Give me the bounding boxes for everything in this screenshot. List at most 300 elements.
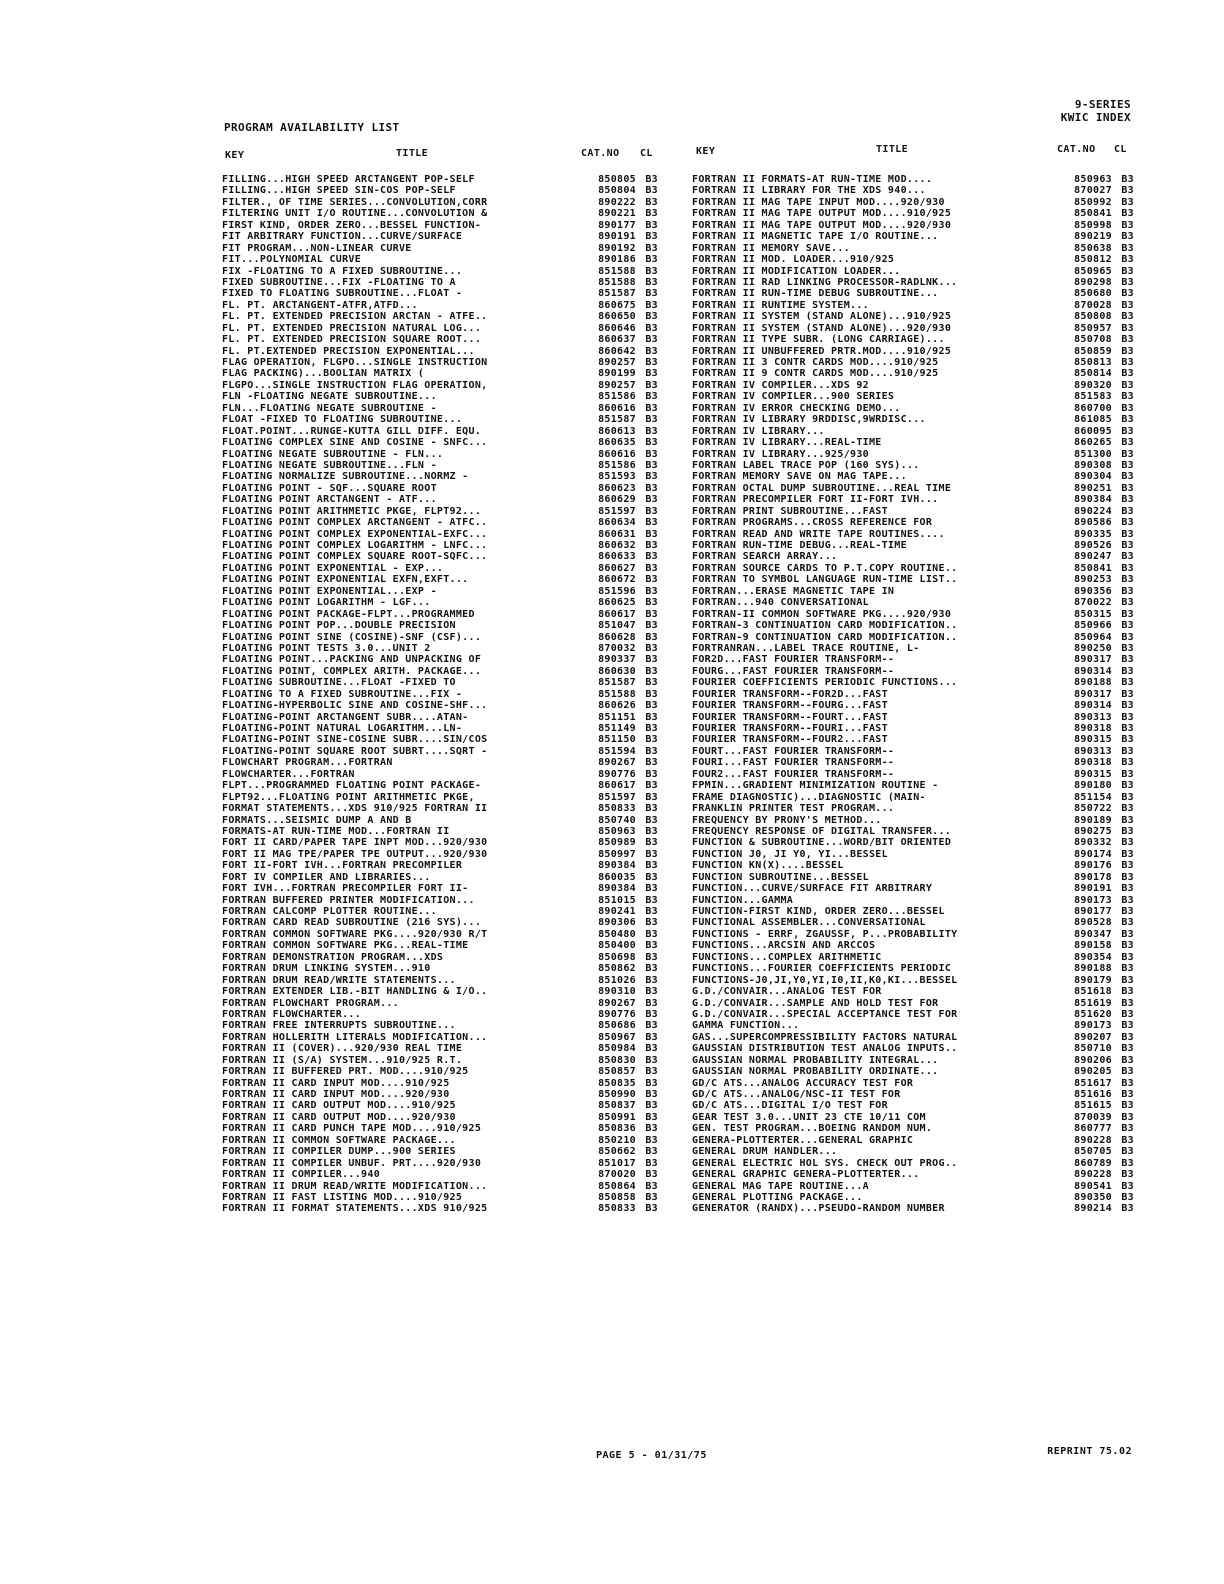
entry-catalog-number: 890267 (598, 757, 636, 769)
index-entry (222, 1100, 658, 1111)
index-entry (222, 929, 658, 940)
entry-class: B3 (1121, 357, 1134, 368)
entry-title: FLOATING POINT SINE (COSINE)-SNF (CSF)... (222, 631, 482, 643)
entry-class: B3 (1121, 871, 1134, 883)
index-entry (692, 563, 1134, 574)
entry-class: B3 (645, 711, 658, 723)
entry-catalog-number: 890528 (1074, 917, 1112, 929)
entry-class: B3 (1121, 528, 1134, 540)
entry-catalog-number: 851593 (598, 471, 636, 483)
entry-class: B3 (645, 700, 658, 712)
entry-title: FORTRAN II MODIFICATION LOADER... (692, 265, 901, 277)
index-entry (222, 403, 658, 414)
index-entry (692, 231, 1134, 242)
entry-class: B3 (1121, 688, 1134, 700)
index-entry (692, 288, 1134, 299)
entry-catalog-number: 890257 (598, 379, 636, 391)
entry-class: B3 (645, 848, 658, 860)
entry-catalog-number: 851150 (598, 734, 636, 746)
entry-class: B3 (645, 1134, 658, 1146)
entry-catalog-number: 851015 (598, 894, 636, 906)
index-entry (222, 883, 658, 894)
index-entry (222, 277, 658, 288)
entry-catalog-number: 890173 (1074, 1020, 1112, 1032)
index-entry (222, 1146, 658, 1157)
index-entry (692, 940, 1134, 951)
entry-title: FIT PROGRAM...NON-LINEAR CURVE (222, 242, 412, 254)
entry-title: FUNCTIONS-J0,JI,Y0,YI,I0,II,K0,KI...BESSEL (692, 974, 958, 986)
entry-title: FORTRAN-9 CONTINUATION CARD MODIFICATION.. (692, 631, 958, 643)
entry-catalog-number: 850705 (1074, 1146, 1112, 1158)
entry-class: B3 (645, 1100, 658, 1112)
entry-class: B3 (1121, 505, 1134, 517)
entry-catalog-number: 850662 (598, 1146, 636, 1158)
entry-catalog-number: 850864 (598, 1180, 636, 1192)
index-entry (692, 529, 1134, 540)
index-entry (692, 883, 1134, 894)
entry-title: FORTRAN SOURCE CARDS TO P.T.COPY ROUTINE.. (692, 562, 958, 574)
entry-title: FLPT...PROGRAMMED FLOATING POINT PACKAGE- (222, 780, 482, 792)
entry-title: FORTRAN OCTAL DUMP SUBROUTINE...REAL TIME (692, 482, 952, 494)
entry-title: FUNCTION KN(X)....BESSEL (692, 860, 844, 872)
left-title-header: TITLE (396, 148, 429, 159)
index-entry (222, 551, 658, 562)
entry-title: FLOWCHARTER...FORTRAN (222, 768, 355, 780)
index-entry (692, 792, 1134, 803)
index-entry (692, 311, 1134, 322)
entry-title: FIT ARBITRARY FUNCTION...CURVE/SURFACE (222, 231, 463, 243)
index-entry (222, 426, 658, 437)
entry-class: B3 (1121, 402, 1134, 414)
index-entry (222, 254, 658, 265)
entry-title: FORTRANRAN...LABEL TRACE ROUTINE, L- (692, 642, 920, 654)
index-entry (692, 243, 1134, 254)
index-entry (692, 1032, 1134, 1043)
entry-class: B3 (1121, 974, 1134, 986)
entry-title: FORTRAN-3 CONTINUATION CARD MODIFICATION.. (692, 620, 958, 632)
entry-class: B3 (1121, 1066, 1134, 1078)
index-entry (692, 174, 1134, 185)
entry-catalog-number: 851615 (1074, 1100, 1112, 1112)
entry-title: FUNCTIONS...FOURIER COEFFICIENTS PERIODIC (692, 963, 952, 975)
entry-catalog-number: 851619 (1074, 997, 1112, 1009)
entry-title: FORTRAN II CARD INPUT MOD....910/925 (222, 1077, 450, 1089)
entry-catalog-number: 851026 (598, 974, 636, 986)
entry-title: FLOATING POINT ARITHMETIC PKGE, FLPT92... (222, 505, 482, 517)
entry-catalog-number: 860637 (598, 334, 636, 346)
index-entry (692, 746, 1134, 757)
entry-title: FORTRAN DRUM LINKING SYSTEM...910 (222, 963, 431, 975)
index-entry (222, 792, 658, 803)
entry-class: B3 (1121, 848, 1134, 860)
entry-class: B3 (1121, 391, 1134, 403)
entry-catalog-number: 890304 (1074, 471, 1112, 483)
entry-class: B3 (645, 1203, 658, 1215)
entry-title: FOUR2...FAST FOURIER TRANSFORM-- (692, 768, 895, 780)
entry-title: FLAG PACKING)...BOOLIAN MATRIX ( (222, 368, 425, 380)
entry-class: B3 (1121, 608, 1134, 620)
entry-catalog-number: 870039 (1074, 1111, 1112, 1123)
entry-catalog-number: 851594 (598, 745, 636, 757)
index-entry (222, 471, 658, 482)
index-entry (222, 632, 658, 643)
entry-catalog-number: 851617 (1074, 1077, 1112, 1089)
entry-title: FORTRAN FLOWCHART PROGRAM... (222, 997, 399, 1009)
index-entry (692, 437, 1134, 448)
entry-title: FLOATING POINT PACKAGE-FLPT...PROGRAMMED (222, 608, 475, 620)
entry-title: FLOATING NORMALIZE SUBROUTINE...NORMZ - (222, 471, 469, 483)
entry-class: B3 (1121, 757, 1134, 769)
entry-class: B3 (1121, 311, 1134, 323)
index-entry (222, 803, 658, 814)
index-entry (692, 803, 1134, 814)
entry-catalog-number: 890776 (598, 768, 636, 780)
entry-catalog-number: 860035 (598, 871, 636, 883)
index-entry (222, 1032, 658, 1043)
entry-class: B3 (645, 1123, 658, 1135)
entry-title: FLOATING POINT POP...DOUBLE PRECISION (222, 620, 456, 632)
entry-class: B3 (645, 940, 658, 952)
entry-catalog-number: 890205 (1074, 1066, 1112, 1078)
entry-catalog-number: 850638 (1074, 242, 1112, 254)
index-entry (222, 849, 658, 860)
right-cl-header: CL (1114, 144, 1127, 155)
entry-title: FORTRAN PRECOMPILER FORT II-FORT IVH... (692, 494, 939, 506)
entry-title: FORTRAN DEMONSTRATION PROGRAM...XDS (222, 951, 444, 963)
index-entry (222, 1135, 658, 1146)
entry-title: FOURT...FAST FOURIER TRANSFORM-- (692, 745, 895, 757)
entry-class: B3 (645, 1031, 658, 1043)
entry-catalog-number: 890318 (1074, 757, 1112, 769)
index-entry (692, 998, 1134, 1009)
index-entry (222, 769, 658, 780)
entry-class: B3 (645, 642, 658, 654)
index-entry (222, 1009, 658, 1020)
entry-catalog-number: 860628 (598, 631, 636, 643)
entry-class: B3 (1121, 494, 1134, 506)
index-entry (222, 449, 658, 460)
entry-class: B3 (1121, 1031, 1134, 1043)
entry-class: B3 (645, 1054, 658, 1066)
entry-class: B3 (1121, 940, 1134, 952)
index-entry (222, 1192, 658, 1203)
entry-title: FORT II-FORT IVH...FORTRAN PRECOMPILER (222, 860, 463, 872)
entry-catalog-number: 890207 (1074, 1031, 1112, 1043)
entry-class: B3 (645, 1191, 658, 1203)
entry-class: B3 (1121, 597, 1134, 609)
index-entry (692, 917, 1134, 928)
entry-catalog-number: 860627 (598, 562, 636, 574)
index-entry (692, 197, 1134, 208)
entry-catalog-number: 890250 (1074, 642, 1112, 654)
entry-class: B3 (1121, 917, 1134, 929)
entry-class: B3 (645, 768, 658, 780)
entry-title: FLOATING NEGATE SUBROUTINE...FLN - (222, 459, 437, 471)
index-entry (692, 471, 1134, 482)
entry-title: FORTRAN II COMPILER...940 (222, 1169, 381, 1181)
index-entry (692, 1078, 1134, 1089)
entry-title: FORTRAN IV COMPILER...900 SERIES (692, 391, 895, 403)
index-entry (692, 620, 1134, 631)
entry-catalog-number: 870022 (1074, 597, 1112, 609)
entry-catalog-number: 850984 (598, 1043, 636, 1055)
entry-class: B3 (645, 505, 658, 517)
series-label: 9-SERIES (1074, 98, 1131, 111)
entry-title: FORTRAN II UNBUFFERED PRTR.MOD....910/925 (692, 345, 952, 357)
entry-catalog-number: 850837 (598, 1100, 636, 1112)
index-entry (692, 517, 1134, 528)
entry-title: FUNCTION...GAMMA (692, 894, 794, 906)
entry-catalog-number: 851588 (598, 276, 636, 288)
entry-catalog-number: 860789 (1074, 1157, 1112, 1169)
index-entry (692, 1089, 1134, 1100)
entry-title: FOURIER TRANSFORM--FOURG...FAST (692, 700, 888, 712)
index-entry (222, 1089, 658, 1100)
entry-catalog-number: 850830 (598, 1054, 636, 1066)
entry-catalog-number: 860634 (598, 517, 636, 529)
entry-title: FORTRAN II FORMAT STATEMENTS...XDS 910/925 (222, 1203, 488, 1215)
entry-title: GENERAL DRUM HANDLER... (692, 1146, 838, 1158)
entry-class: B3 (645, 906, 658, 917)
entry-class: B3 (1121, 963, 1134, 975)
entry-title: FORTRAN READ AND WRITE TAPE ROUTINES.... (692, 528, 945, 540)
entry-title: FORTRAN HOLLERITH LITERALS MODIFICATION... (222, 1031, 488, 1043)
entry-catalog-number: 890314 (1074, 700, 1112, 712)
entry-catalog-number: 860623 (598, 482, 636, 494)
index-entry (692, 266, 1134, 277)
entry-title: FLAG OPERATION, FLGPO...SINGLE INSTRUCTION (222, 357, 488, 368)
index-entry (222, 734, 658, 745)
entry-catalog-number: 890586 (1074, 517, 1112, 529)
entry-catalog-number: 870028 (1074, 299, 1112, 311)
index-entry (222, 689, 658, 700)
entry-catalog-number: 851586 (598, 391, 636, 403)
entry-catalog-number: 850841 (1074, 562, 1112, 574)
index-entry (222, 506, 658, 517)
entry-title: GEAR TEST 3.0...UNIT 23 CTE 10/11 COM (692, 1111, 926, 1123)
index-entry (692, 1192, 1134, 1203)
entry-catalog-number: 851300 (1074, 448, 1112, 460)
index-entry (692, 597, 1134, 608)
entry-class: B3 (1121, 631, 1134, 643)
entry-catalog-number: 890180 (1074, 780, 1112, 792)
index-entry (692, 1135, 1134, 1146)
entry-title: FORMATS-AT RUN-TIME MOD...FORTRAN II (222, 825, 450, 837)
entry-title: FORTRAN II CARD OUTPUT MOD....910/925 (222, 1100, 456, 1112)
entry-title: FLOATING-HYPERBOLIC SINE AND COSINE-SHF... (222, 700, 488, 712)
entry-catalog-number: 861085 (1074, 414, 1112, 426)
index-entry (222, 300, 658, 311)
index-entry (222, 586, 658, 597)
index-entry (222, 975, 658, 986)
entry-title: FORTRAN II COMPILER DUMP...900 SERIES (222, 1146, 456, 1158)
index-entry (692, 632, 1134, 643)
entry-title: GD/C ATS...ANALOG ACCURACY TEST FOR (692, 1077, 914, 1089)
entry-title: FORTRAN II MAG TAPE INPUT MOD....920/930 (692, 196, 945, 208)
entry-catalog-number: 890158 (1074, 940, 1112, 952)
entry-catalog-number: 890247 (1074, 551, 1112, 563)
entry-class: B3 (645, 1157, 658, 1169)
index-entry (692, 449, 1134, 460)
entry-title: FUNCTION & SUBROUTINE...WORD/BIT ORIENTED (692, 837, 952, 849)
index-entry (692, 300, 1134, 311)
entry-catalog-number: 890224 (1074, 505, 1112, 517)
entry-class: B3 (1121, 928, 1134, 940)
entry-catalog-number: 890384 (598, 883, 636, 895)
entry-catalog-number: 890176 (1074, 860, 1112, 872)
entry-title: FORTRAN CALCOMP PLOTTER ROUTINE... (222, 906, 437, 917)
entry-class: B3 (645, 528, 658, 540)
entry-catalog-number: 890313 (1074, 745, 1112, 757)
entry-class: B3 (645, 837, 658, 849)
entry-title: FOURG...FAST FOURIER TRANSFORM-- (692, 665, 895, 677)
entry-class: B3 (1121, 745, 1134, 757)
entry-catalog-number: 890347 (1074, 928, 1112, 940)
index-entry (222, 723, 658, 734)
entry-class: B3 (645, 677, 658, 689)
entry-title: FORTRAN IV LIBRARY...REAL-TIME (692, 437, 882, 449)
entry-title: FORTRAN II TYPE SUBR. (LONG CARRIAGE)... (692, 334, 945, 346)
entry-class: B3 (1121, 471, 1134, 483)
entry-title: FUNCTION SUBROUTINE...BESSEL (692, 871, 869, 883)
index-entry (692, 506, 1134, 517)
entry-title: FORTRAN II FAST LISTING MOD....910/925 (222, 1191, 463, 1203)
entry-catalog-number: 890214 (1074, 1203, 1112, 1215)
entry-title: FOURIER TRANSFORM--FOUR2...FAST (692, 734, 888, 746)
entry-class: B3 (645, 299, 658, 311)
entry-class: B3 (1121, 540, 1134, 551)
entry-catalog-number: 860642 (598, 345, 636, 357)
entry-title: FORTRAN II 3 CONTR CARDS MOD....910/925 (692, 357, 939, 368)
entry-catalog-number: 890186 (598, 254, 636, 266)
index-entry (222, 677, 658, 688)
entry-catalog-number: 890384 (598, 860, 636, 872)
entry-class: B3 (645, 723, 658, 734)
entry-title: G.D./CONVAIR...SAMPLE AND HOLD TEST FOR (692, 997, 939, 1009)
entry-class: B3 (1121, 1180, 1134, 1192)
index-entry (692, 1146, 1134, 1157)
index-entry (222, 597, 658, 608)
entry-title: FLOATING POINT COMPLEX ARCTANGENT - ATFC.. (222, 517, 488, 529)
entry-title: FORTRAN II RAD LINKING PROCESSOR-RADLNK... (692, 276, 958, 288)
entry-title: FORTRAN II MAG TAPE OUTPUT MOD....920/930 (692, 219, 952, 231)
index-entry (222, 986, 658, 997)
entry-catalog-number: 860777 (1074, 1123, 1112, 1135)
entry-class: B3 (1121, 219, 1134, 231)
entry-catalog-number: 851616 (1074, 1089, 1112, 1100)
entry-title: GD/C ATS...DIGITAL I/O TEST FOR (692, 1100, 888, 1112)
index-entry (222, 437, 658, 448)
index-entry (222, 231, 658, 242)
entry-class: B3 (645, 1089, 658, 1100)
entry-title: GENERAL MAG TAPE ROUTINE...A (692, 1180, 869, 1192)
entry-class: B3 (645, 185, 658, 197)
entry-title: FORTRAN BUFFERED PRINTER MODIFICATION... (222, 894, 475, 906)
index-entry (222, 266, 658, 277)
entry-catalog-number: 890188 (1074, 963, 1112, 975)
entry-title: FORMATS...SEISMIC DUMP A AND B (222, 814, 412, 826)
entry-title: GENERAL ELECTRIC HOL SYS. CHECK OUT PROG.. (692, 1157, 958, 1169)
entry-catalog-number: 850805 (598, 174, 636, 185)
entry-class: B3 (1121, 288, 1134, 300)
index-entry (692, 391, 1134, 402)
index-entry (692, 1020, 1134, 1031)
entry-title: GEN. TEST PROGRAM...BOEING RANDOM NUM. (692, 1123, 933, 1135)
entry-class: B3 (1121, 425, 1134, 437)
index-entry (692, 906, 1134, 917)
index-entry (692, 414, 1134, 425)
index-entry (692, 712, 1134, 723)
list-title: PROGRAM AVAILABILITY LIST (224, 121, 400, 134)
entry-catalog-number: 850841 (1074, 208, 1112, 220)
index-entry (222, 357, 658, 368)
entry-title: FOURI...FAST FOURIER TRANSFORM-- (692, 757, 895, 769)
entry-catalog-number: 890356 (1074, 585, 1112, 597)
entry-title: FLOATING SUBROUTINE...FLOAT -FIXED TO (222, 677, 456, 689)
index-entry (222, 666, 658, 677)
index-entry (222, 288, 658, 299)
index-entry (692, 689, 1134, 700)
index-entry (222, 174, 658, 185)
entry-class: B3 (1121, 860, 1134, 872)
index-entry (222, 517, 658, 528)
entry-title: FUNCTIONS...ARCSIN AND ARCCOS (692, 940, 876, 952)
index-entry (692, 1169, 1134, 1180)
entry-title: FORTRAN FLOWCHARTER... (222, 1008, 362, 1020)
index-entry (222, 1112, 658, 1123)
index-entry (222, 895, 658, 906)
entry-catalog-number: 850722 (1074, 803, 1112, 815)
entry-title: FLOATING COMPLEX SINE AND COSINE - SNFC... (222, 437, 488, 449)
index-entry (222, 563, 658, 574)
entry-catalog-number: 850965 (1074, 265, 1112, 277)
index-entry (692, 220, 1134, 231)
entry-class: B3 (1121, 1089, 1134, 1100)
entry-title: FLOATING-POINT SINE-COSINE SUBR....SIN/COS (222, 734, 488, 746)
index-entry (692, 609, 1134, 620)
index-entry (692, 426, 1134, 437)
right-key-header: KEY (696, 146, 716, 157)
entry-class: B3 (1121, 231, 1134, 243)
entry-catalog-number: 851587 (598, 288, 636, 300)
entry-class: B3 (645, 803, 658, 815)
entry-class: B3 (1121, 368, 1134, 380)
entry-catalog-number: 860672 (598, 574, 636, 586)
index-entry (222, 940, 658, 951)
entry-class: B3 (1121, 1203, 1134, 1215)
entry-catalog-number: 851588 (598, 265, 636, 277)
entry-title: FORMAT STATEMENTS...XDS 910/925 FORTRAN II (222, 803, 488, 815)
index-entry (222, 1123, 658, 1134)
entry-title: FLOATING POINT EXPONENTIAL - EXP... (222, 562, 444, 574)
entry-class: B3 (645, 917, 658, 929)
entry-title: FORTRAN FREE INTERRUPTS SUBROUTINE... (222, 1020, 456, 1032)
index-entry (692, 780, 1134, 791)
entry-catalog-number: 850210 (598, 1134, 636, 1146)
entry-catalog-number: 890241 (598, 906, 636, 917)
entry-catalog-number: 850698 (598, 951, 636, 963)
index-entry (692, 837, 1134, 848)
entry-catalog-number: 860625 (598, 597, 636, 609)
index-entry (222, 998, 658, 1009)
entry-catalog-number: 850963 (598, 825, 636, 837)
entry-catalog-number: 890318 (1074, 723, 1112, 734)
entry-catalog-number: 851587 (598, 414, 636, 426)
index-entry (222, 391, 658, 402)
entry-class: B3 (645, 654, 658, 666)
entry-title: FORTRAN IV LIBRARY...925/930 (692, 448, 869, 460)
entry-class: B3 (1121, 196, 1134, 208)
